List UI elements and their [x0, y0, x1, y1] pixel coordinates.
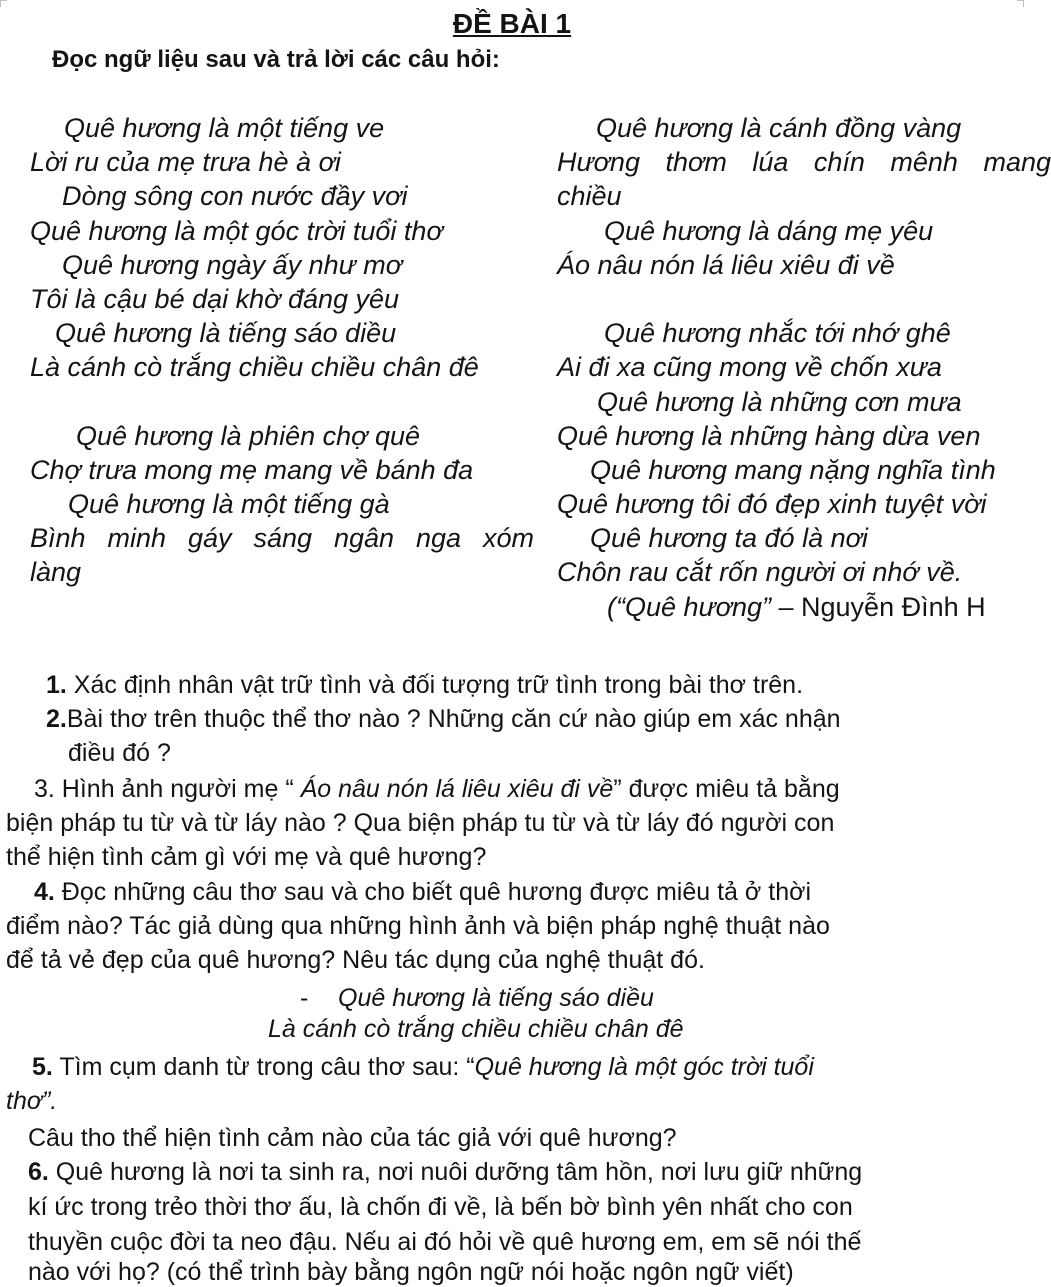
question-6-line-1: 6. Quê hương là nơi ta sinh ra, nơi nuôi dưỡng tâm hồn, nơi lưu giữ những [28, 1158, 863, 1186]
poem-left-line-9: Quê hương là phiên chợ quê [76, 421, 420, 451]
poem-right-line-2: Hương thơm lúa chín mênh mang [557, 147, 1051, 177]
poem-right-line-3: chiều [557, 181, 622, 211]
instruction: Đọc ngữ liệu sau và trả lời các câu hỏi: [52, 46, 500, 73]
question-3-line-2: biện pháp tu từ và từ láy nào ? Qua biện pháp tu từ và từ láy đó người con [6, 809, 835, 837]
page-corner-mark-right [1017, 0, 1024, 7]
poem-left-line-8: Là cánh cò trắng chiều chiều chân đê [30, 352, 479, 382]
poem-left-line-13: làng [30, 557, 82, 587]
poem-left-line-10: Chợ trưa mong mẹ mang về bánh đa [30, 455, 474, 485]
page-corner-mark-left [0, 0, 7, 7]
poem-left-line-7: Quê hương là tiếng sáo diều [55, 318, 397, 348]
question-1: 1. Xác định nhân vật trữ tình và đối tượng trữ tình trong bài thơ trên. [46, 671, 804, 699]
question-6-line-4: nào với họ? (có thể trình bày bằng ngôn ngữ nói hoặc ngôn ngữ viết) [28, 1258, 794, 1286]
poem-right-line-1: Quê hương là cánh đồng vàng [596, 113, 962, 143]
poem-right-line-8: Quê hương là những cơn mưa [597, 387, 962, 417]
poem-left-line-6: Tôi là cậu bé dại khờ đáng yêu [30, 284, 400, 314]
question-3-line-1: 3. Hình ảnh người mẹ “ Áo nâu nón lá liêu xiêu đi về” được miêu tả bằng [34, 775, 840, 803]
poem-left-line-4: Quê hương là một góc trời tuổi thơ [30, 216, 443, 246]
poem-right-line-11: Quê hương tôi đó đẹp xinh tuyệt vời [557, 489, 987, 519]
poem-left-line-1: Quê hương là một tiếng ve [64, 113, 385, 143]
question-2-line-2: điều đó ? [68, 739, 171, 767]
poem-right-line-12: Quê hương ta đó là nơi [590, 523, 868, 553]
poem-right-line-7: Ai đi xa cũng mong về chốn xưa [557, 352, 942, 382]
question-6-line-3: thuyền cuộc đời ta neo đậu. Nếu ai đó hỏi về quê hương em, em sẽ nói thế [28, 1228, 862, 1256]
question-5-line-3: Câu tho thể hiện tình cảm nào của tác giả với quê hương? [28, 1124, 677, 1152]
page-title: ĐỀ BÀI 1 [452, 8, 572, 39]
poem-left-line-12: Bình minh gáy sáng ngân nga xóm [30, 523, 534, 553]
poem-right-line-13: Chôn rau cắt rốn người ơi nhớ về. [557, 557, 963, 587]
poem-source: (“Quê hương” – Nguyễn Đình H [607, 592, 986, 622]
poem-left-line-11: Quê hương là một tiếng gà [68, 489, 390, 519]
question-5-line-1: 5. Tìm cụm danh từ trong câu thơ sau: “Quê hương là một góc trời tuổi [32, 1053, 814, 1081]
question-4-verse-2: Là cánh cò trắng chiều chiều chân đê [268, 1015, 684, 1043]
question-4-line-1: 4. Đọc những câu thơ sau và cho biết quê hương được miêu tả ở thời [34, 878, 812, 906]
poem-left-line-5: Quê hương ngày ấy như mơ [62, 250, 403, 280]
question-4-verse-1: Quê hương là tiếng sáo diều [338, 984, 654, 1012]
poem-right-line-10: Quê hương mang nặng nghĩa tình [590, 455, 996, 485]
poem-right-line-4: Quê hương là dáng mẹ yêu [604, 216, 934, 246]
question-4-line-2: điểm nào? Tác giả dùng qua những hình ảnh và biện pháp nghệ thuật nào [6, 912, 830, 940]
question-6-line-2: kí ức trong trẻo thời thơ ấu, là chốn đi về, là bến bờ bình yên nhất cho con [28, 1193, 853, 1221]
question-5-line-2: thơ”. [6, 1087, 58, 1115]
poem-left-line-2: Lời ru của mẹ trưa hè à ơi [30, 147, 341, 177]
poem-right-line-6: Quê hương nhắc tới nhớ ghê [604, 318, 951, 348]
poem-left-line-3: Dòng sông con nước đầy vơi [62, 181, 408, 211]
question-4-line-3: để tả vẻ đẹp của quê hương? Nêu tác dụng của nghệ thuật đó. [6, 946, 705, 974]
poem-right-line-9: Quê hương là những hàng dừa ven [557, 421, 981, 451]
question-4-verse-dash: - [300, 984, 309, 1012]
question-3-line-3: thể hiện tình cảm gì với mẹ và quê hương? [6, 843, 487, 871]
question-2-line-1: 2.Bài thơ trên thuộc thể thơ nào ? Những căn cứ nào giúp em xác nhận [46, 705, 841, 733]
poem-right-line-5: Áo nâu nón lá liêu xiêu đi về [557, 250, 895, 280]
